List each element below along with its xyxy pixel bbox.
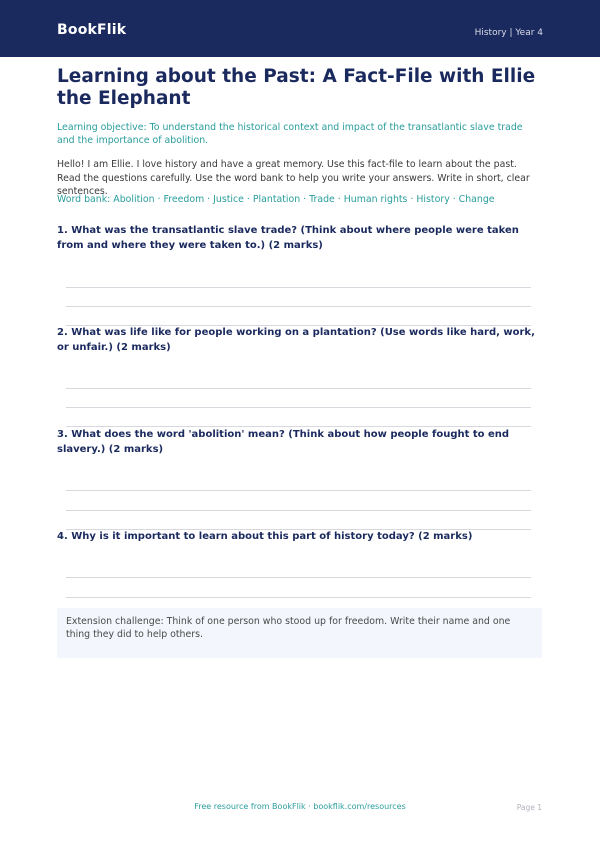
- word-bank: Word bank: Abolition · Freedom · Justice · Plantation · Trade · Human rights · History · Change: [57, 194, 495, 205]
- question-1: 1. What was the transatlantic slave trade? (Think about where people were taken from and where they were taken to.) (2 marks): [57, 225, 519, 251]
- page-number: Page 1: [516, 803, 542, 812]
- question-4: 4. Why is it important to learn about this part of history today? (2 marks): [57, 531, 473, 542]
- answer-line-1a[interactable]: [66, 287, 531, 288]
- page-title: Learning about the Past: A Fact-File with Ellie the Elephant: [57, 66, 536, 109]
- extension-challenge-box: [57, 608, 542, 658]
- answer-line-2b[interactable]: [66, 407, 531, 408]
- answer-line-4b[interactable]: [66, 597, 531, 598]
- footer-resource-link[interactable]: Free resource from BookFlik · bookflik.com/resources: [194, 802, 406, 811]
- intro-paragraph: Hello! I am Ellie. I love history and have a great memory. Use this fact-file to learn about the past. Read the questions carefully. Use the word bank to help you write your answers. Write in short, clear sentences.: [57, 159, 530, 197]
- answer-line-3b[interactable]: [66, 510, 531, 511]
- page-header: [0, 0, 600, 57]
- learning-objective: Learning objective: To understand the historical context and impact of the transatlantic slave trade and the importance of abolition.: [57, 122, 523, 146]
- answer-line-4a[interactable]: [66, 577, 531, 578]
- extension-challenge-text: Extension challenge: Think of one person who stood up for freedom. Write their name and one thing they did to help others.: [66, 616, 511, 640]
- answer-line-2a[interactable]: [66, 388, 531, 389]
- question-3: 3. What does the word 'abolition' mean? (Think about how people fought to end slavery.) (2 marks): [57, 429, 510, 455]
- question-2: 2. What was life like for people working on a plantation? (Use words like hard, work, or unfair.) (2 marks): [57, 327, 535, 353]
- subject-year-label: History | Year 4: [474, 28, 543, 38]
- answer-line-1b[interactable]: [66, 306, 531, 307]
- answer-line-3a[interactable]: [66, 490, 531, 491]
- brand-logo-text: BookFlik: [57, 22, 127, 38]
